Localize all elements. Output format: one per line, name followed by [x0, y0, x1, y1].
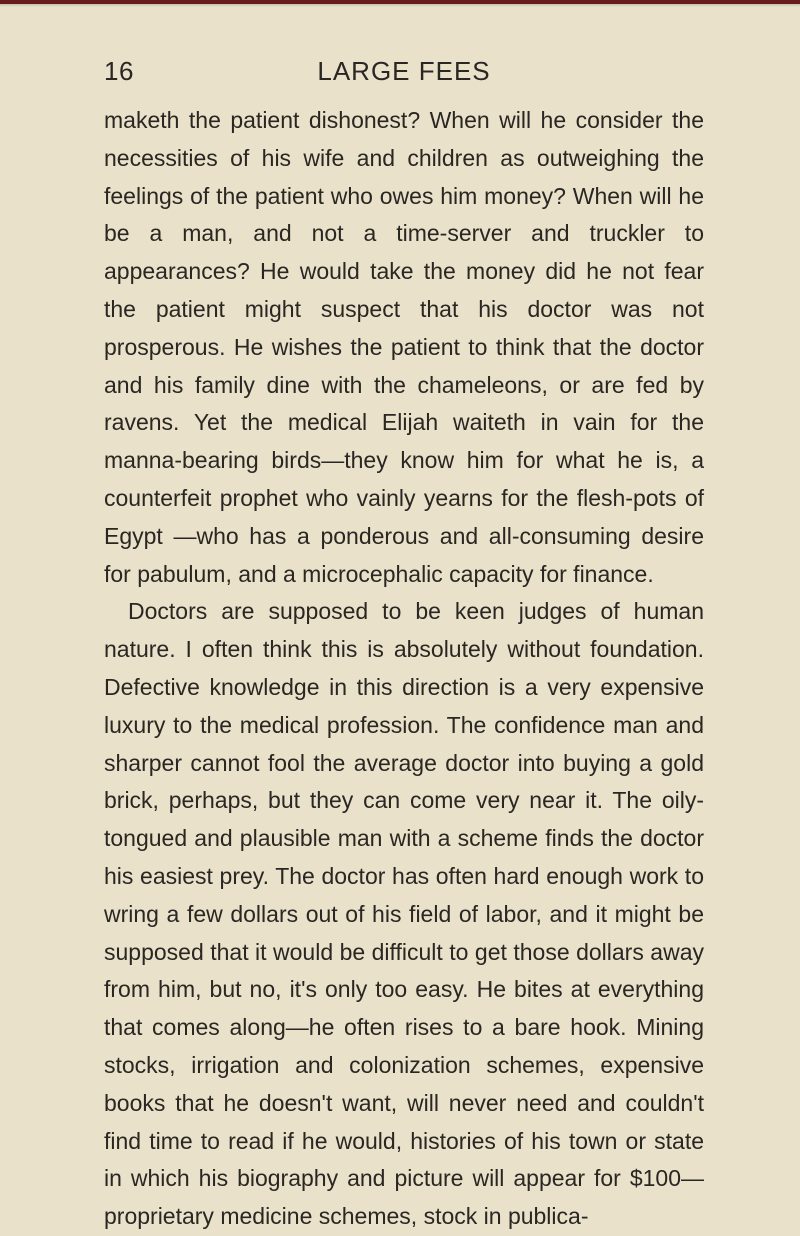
body-text	[104, 102, 704, 1236]
page-top-shadow	[0, 4, 800, 7]
page-number: 16	[104, 56, 134, 86]
paragraph-continued: maketh the patient dishonest? When will he consider the necessities of his wife and children as outweighing the feelings of the patient who owes him money? When will he be a man, and not a time-server and truckler to appearances? He would take the money did he not fear the patient might suspect that his doctor was not prosperous. He wishes the patient to think that the doctor and his family dine with the chameleons, or are fed by ravens. Yet the medical Elijah waiteth in vain for the manna-bearing birds—they know him for what he is, a counterfeit prophet who vainly yearns for the flesh-pots of Egypt —who has a ponderous and all-consuming desire for pabulum, and a microcephalic capacity for finance.	[104, 107, 704, 587]
page-content	[104, 52, 704, 1236]
page-header	[104, 52, 704, 92]
running-title: LARGE FEES	[317, 56, 491, 86]
paragraph: Doctors are supposed to be keen judges of human nature. I often think this is absolutely without foundation. Defective knowledge in this direction is a very expensive luxury to the medical profession. The confidence man and sharper cannot fool the average doctor into buying a gold brick, perhaps, but they can come very near it. The oily-tongued and plausible man with a scheme finds the doctor his easiest prey. The doctor has often hard enough work to wring a few dollars out of his field of labor, and it might be supposed that it would be difficult to get those dollars away from him, but no, it's only too easy. He bites at everything that comes along—he often rises to a bare hook. Mining stocks, irrigation and colonization schemes, expensive books that he doesn't want, will never need and couldn't find time to read if he would, histories of his town or state in which his biography and picture will appear for $100—proprietary medicine schemes, stock in publica-	[104, 598, 704, 1230]
